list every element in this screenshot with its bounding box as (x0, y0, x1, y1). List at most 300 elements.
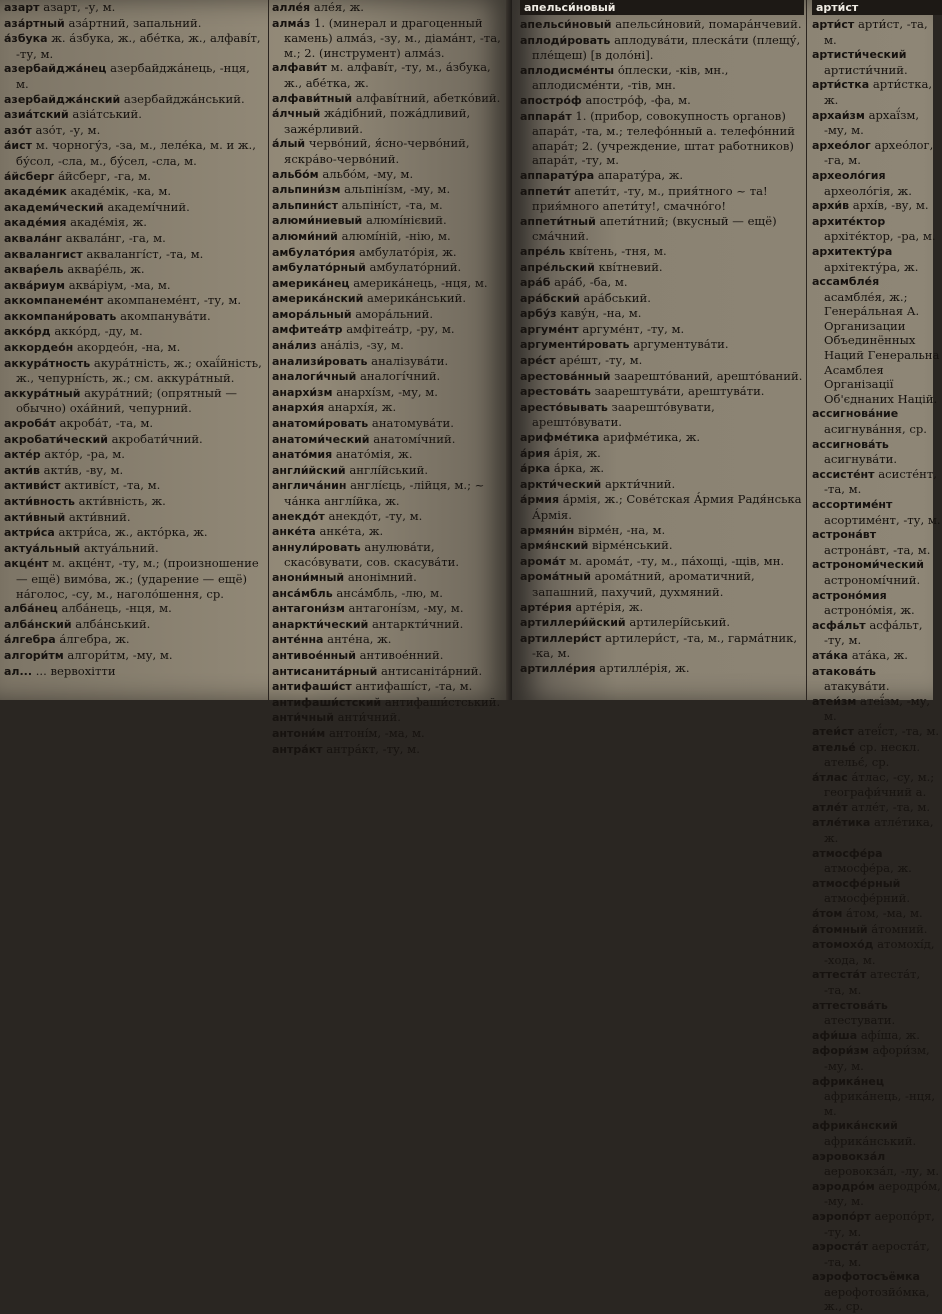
translation: акура́тний; (опрятный — обычно) оха́йний, чепурний. (16, 385, 237, 416)
dictionary-entry (4, 664, 266, 680)
dictionary-entry (272, 106, 504, 136)
dictionary-entry (4, 215, 266, 231)
translation: каву́н, -на, м. (560, 306, 642, 321)
dictionary-entry (4, 309, 266, 325)
dictionary-entry (812, 274, 942, 406)
dictionary-entry (4, 617, 266, 633)
dictionary-entry (520, 538, 804, 554)
dictionary-entry (520, 63, 804, 93)
dictionary-entry (812, 198, 942, 214)
headword: арбу́з (520, 307, 557, 321)
translation: азербайджа́нський. (123, 91, 245, 106)
translation: м. акце́нт, -ту, м.; (произношение — ещё) вимо́ва, ж.; (ударение — ещё) на́голос, -су, м., наголо́шення, ср. (16, 556, 259, 601)
headword: азиа́тский (4, 108, 69, 122)
headword: арестова́нный (520, 369, 611, 383)
headword: атомохо́д (812, 938, 874, 952)
dictionary-entry (812, 47, 942, 77)
headword: астрона́вт (812, 528, 877, 542)
dictionary-entry (272, 167, 504, 183)
dictionary-entry (520, 322, 804, 338)
headword: ата́ка (812, 648, 849, 662)
headword: амбулато́рия (272, 245, 356, 259)
dictionary-entry (272, 198, 504, 214)
headword: аэрофотосъёмка (812, 1270, 920, 1284)
dictionary-entry (272, 540, 504, 570)
translation: атмосфе́ра, ж. (824, 861, 912, 876)
dictionary-entry (520, 523, 804, 539)
left-page (0, 0, 512, 756)
translation: анонімний. (347, 569, 417, 584)
dictionary-entry (520, 661, 804, 677)
headword: акти́в (4, 463, 40, 477)
headword: аэродро́м (812, 1179, 875, 1193)
dictionary-entry (4, 231, 266, 247)
headword: ара́б (520, 276, 551, 290)
translation: амфітеа́тр, -ру, м. (346, 322, 455, 337)
headword: аппара́т (520, 109, 572, 123)
headword: анаркти́ческий (272, 617, 369, 631)
headword: алба́нский (4, 617, 72, 631)
translation: атеї́ст, -та, м. (857, 723, 940, 738)
translation: акаде́мія, ж. (70, 215, 147, 230)
dictionary-entry (812, 527, 942, 557)
translation: апети́тний; (вкусный — ещё) сма́чний. (532, 213, 777, 244)
translation: акти́в, -ву, м. (43, 462, 124, 477)
headword: анато́мия (272, 448, 333, 462)
translation: анархі́зм, -му, м. (336, 384, 438, 399)
dictionary-entry (272, 136, 504, 166)
dictionary-entry (812, 77, 942, 107)
translation: асисте́нт, -та, м. (824, 466, 937, 497)
headword: аквалангист (4, 247, 83, 261)
headword: а́йсберг (4, 169, 55, 183)
dictionary-entry (4, 340, 266, 356)
headword: ара́бский (520, 291, 580, 305)
translation: алюмі́нієвий. (365, 213, 447, 228)
headword: атмосфе́ра (812, 846, 883, 860)
headword: аккура́тный (4, 386, 81, 400)
headword: акаде́мия (4, 216, 67, 230)
headword: азо́т (4, 123, 32, 137)
dictionary-entry (812, 846, 942, 876)
headword: апельси́новый (520, 18, 612, 31)
translation: ср. нескл. ательє́, ср. (824, 739, 921, 770)
translation: анато́мія, ж. (335, 447, 413, 462)
headword: афори́зм (812, 1044, 869, 1058)
translation: а́рмія, ж.; Сове́тская А́рмия Радя́нська А́рмія. (532, 492, 802, 522)
dictionary-entry (520, 430, 804, 446)
headword: атле́т (812, 800, 848, 814)
translation: апети́т, -ту, м., прия́тного ~ та! прия́много апети́ту!, смачно́го! (532, 183, 768, 214)
headword: антифаши́ст (272, 680, 352, 694)
dictionary-entry (272, 260, 504, 276)
headword: англи́йский (272, 463, 346, 477)
translation: акордео́н, -на, м. (76, 340, 181, 355)
headword: аппарату́ра (520, 168, 595, 182)
headword: а́лгебра (4, 633, 56, 647)
headword: армя́нский (520, 539, 589, 553)
translation: аналогі́чний. (360, 369, 441, 384)
translation: алфаві́тний, абетко́вий. (355, 90, 501, 105)
dictionary-entry (272, 245, 504, 261)
translation: а́томний. (871, 921, 928, 936)
translation: амбулато́рний. (369, 260, 462, 275)
translation: архаї́зм, -му, м. (824, 107, 920, 138)
dictionary-entry (272, 509, 504, 525)
translation: заарештува́ти, арештува́ти. (594, 384, 765, 399)
dictionary-entry (520, 214, 804, 244)
translation: азо́т, -у, м. (35, 122, 101, 137)
running-head-left: апельси́новый (520, 0, 804, 15)
dictionary-entry (812, 770, 942, 800)
translation: алюмі́ній, -нію, м. (341, 228, 451, 243)
translation: акробати́чний. (111, 431, 203, 446)
dictionary-entry (4, 138, 266, 168)
translation: англі́йський. (349, 462, 429, 477)
translation: о́плески, -ків, мн., аплодисме́нти, -тів, мн. (532, 62, 729, 93)
headword: акце́нт (4, 557, 49, 571)
headword: а́збука (4, 32, 48, 46)
headword: аквар́ель (4, 263, 64, 277)
translation: а́рка, ж. (553, 461, 605, 476)
dictionary-entry (272, 182, 504, 198)
dictionary-entry (520, 400, 804, 430)
dictionary-entry (272, 385, 504, 401)
headword: азербайджа́нец (4, 62, 107, 76)
headword: актуа́льный (4, 541, 81, 555)
dictionary-entry (4, 92, 266, 108)
translation: аре́шт, -ту, м. (559, 353, 643, 368)
translation: альбо́м, -му, м. (322, 166, 414, 181)
headword: апостро́ф (520, 93, 582, 107)
headword: апре́ль (520, 244, 566, 258)
translation: атле́тика, ж. (824, 815, 934, 846)
translation: алба́нець, -нця, м. (61, 601, 172, 616)
headword: аре́ст (520, 354, 556, 368)
dictionary-entry (812, 1043, 942, 1073)
translation: а́том, -ма, м. (846, 906, 923, 921)
translation: америка́нець, -нця, м. (353, 275, 488, 290)
dictionary-entry (272, 478, 504, 508)
dictionary-entry (520, 306, 804, 322)
headword: а́рка (520, 462, 551, 476)
translation: але́я, ж. (313, 0, 364, 14)
translation: архі́в, -ву, м. (852, 198, 929, 213)
headword: акте́р (4, 448, 41, 462)
translation: ата́ка, ж. (851, 647, 908, 662)
translation: 1. (минерал и драгоценный камень) алма́з, -зу, м., діама́нт, -та, м.; 2. (инструмент) алма́з. (284, 15, 501, 60)
headword: америка́нец (272, 276, 350, 290)
dictionary-entry (812, 998, 942, 1028)
headword: антагони́зм (272, 602, 345, 616)
translation: артилери́ст, -та, м., гарма́тник, -ка, м. (532, 630, 798, 661)
headword: анти́чный (272, 711, 334, 725)
translation: асигнува́ти. (824, 452, 898, 467)
translation: 1. (прибор, совокупность органов) апара́т, -та, м.; телефо́нный а. телефо́нний апара́т; 2. (учреждение, штат работников) апара́т, -ту, м. (532, 108, 795, 168)
translation: акти́вність, ж. (78, 494, 166, 508)
dictionary-entry (272, 632, 504, 648)
headword: акко́рд (4, 325, 51, 339)
dictionary-entry (812, 800, 942, 816)
headword: анса́мбль (272, 586, 333, 600)
dictionary-entry (272, 710, 504, 726)
headword: активи́ст (4, 479, 61, 493)
translation: аналізува́ти. (371, 353, 449, 368)
dictionary-entry (272, 648, 504, 664)
right-column-1 (520, 0, 804, 677)
headword: аза́ртный (4, 16, 65, 30)
left-column-1 (4, 0, 266, 679)
dictionary-entry (812, 967, 942, 997)
headword: арифме́тика (520, 431, 600, 445)
translation: атмосфе́рний. (824, 891, 911, 906)
translation: артилле́рія, ж. (599, 660, 690, 675)
translation: архіте́ктор, -ра, м. (824, 229, 936, 244)
translation: вірме́н, -на, м. (577, 522, 666, 537)
headword: атакова́ть (812, 664, 876, 678)
translation: арти́стка, ж. (824, 77, 933, 107)
headword: аэропо́рт (812, 1209, 871, 1223)
headword: архитекту́ра (812, 244, 893, 258)
translation: ана́ліз, -зу, м. (320, 338, 404, 353)
dictionary-entry (812, 1209, 942, 1239)
headword: ал... (4, 664, 33, 678)
translation: м. чорногу́з, -за, м., леле́ка, м. и ж., бу́сол, -сла, м., бу́сел, -сла, м. (16, 138, 256, 168)
headword: архео́лог (812, 138, 871, 152)
dictionary-entry (4, 356, 266, 386)
translation: атле́т, -та, м. (851, 799, 931, 814)
headword: антифаши́стский (272, 695, 382, 709)
dictionary-entry (272, 664, 504, 680)
headword: актри́са (4, 526, 55, 540)
dictionary-entry (812, 108, 942, 138)
dictionary-entry (520, 244, 804, 260)
headword: аккомпанеме́нт (4, 294, 104, 308)
running-head-right: арти́ст (812, 0, 942, 15)
translation: анекдо́т, -ту, м. (328, 508, 423, 523)
dictionary-entry (520, 492, 804, 522)
headword: анте́нна (272, 633, 324, 647)
dictionary-entry (4, 0, 266, 16)
headword: антра́кт (272, 742, 323, 756)
headword: аналоги́чный (272, 370, 357, 384)
dictionary-entry (812, 694, 942, 724)
left-column-2 (272, 0, 504, 757)
headword: арома́т (520, 554, 566, 568)
translation: апельси́новий, помара́нчевий. (615, 17, 802, 31)
dictionary-entry (812, 467, 942, 497)
headword: аквала́нг (4, 231, 63, 245)
translation: асамбле́я, ж.; Генера́льная А. Организации Объединённых Наций Генеральна Асамблея Організації Об'єднаних Націй. (824, 289, 940, 406)
headword: археоло́гия (812, 168, 886, 182)
translation: активі́ст, -та, м. (64, 478, 161, 493)
headword: аккомпани́ровать (4, 309, 117, 323)
translation: а́тлас, -су, м.; географи́чний а. (824, 769, 935, 800)
headword: ассигнова́ние (812, 407, 899, 421)
headword: акти́вность (4, 495, 75, 508)
dictionary-entry (812, 1179, 942, 1209)
translation: актри́са, ж., акто́рка, ж. (58, 525, 208, 540)
headword: аркти́ческий (520, 477, 602, 491)
dictionary-entry (4, 247, 266, 263)
translation: альпіні́ст, -та, м. (341, 197, 443, 212)
headword: алба́нец (4, 602, 58, 616)
headword: аргуме́нт (520, 322, 579, 336)
dictionary-entry (272, 338, 504, 354)
headword: аэроста́т (812, 1240, 869, 1254)
headword: анони́мный (272, 570, 345, 584)
translation: акти́вний. (68, 509, 131, 524)
headword: архи́в (812, 199, 850, 213)
translation: академі́чний. (107, 199, 190, 214)
headword: ассортиме́нт (812, 498, 893, 511)
translation: заарешто́вувати, арешто́вувати. (532, 399, 715, 430)
headword: аккордео́н (4, 341, 74, 355)
dictionary-entry (4, 416, 266, 432)
dictionary-entry (272, 322, 504, 338)
headword: анекдо́т (272, 509, 325, 523)
translation: атеї́зм, -му, м. (824, 693, 931, 724)
headword: антони́м (272, 726, 326, 740)
headword: арестова́ть (520, 385, 591, 399)
translation: черво́ний, я́сно-черво́ний, яскра́во-черво́ний. (284, 136, 470, 166)
dictionary-entry (4, 324, 266, 340)
headword: а́том (812, 907, 843, 921)
headword: африка́нский (812, 1119, 898, 1133)
dictionary-entry (272, 400, 504, 416)
dictionary-entry (272, 229, 504, 245)
dictionary-entry (4, 541, 266, 557)
dictionary-entry (272, 416, 504, 432)
dictionary-entry (4, 123, 266, 139)
dictionary-entry (520, 93, 804, 109)
headword: алюми́ниевый (272, 214, 363, 228)
headword: анатоми́ровать (272, 417, 369, 431)
dictionary-entry (812, 214, 942, 244)
headword: ассамбле́я (812, 275, 880, 289)
translation: асортиме́нт, -ту, м. (824, 512, 941, 527)
translation: а́йсберг, -га, м. (58, 168, 151, 183)
headword: академи́ческий (4, 200, 104, 214)
dictionary-entry (4, 278, 266, 294)
headword: а́рмия (520, 493, 560, 507)
headword: алле́я (272, 1, 311, 14)
headword: а́лчный (272, 107, 321, 121)
translation: атакува́ти. (824, 679, 890, 694)
dictionary-entry (272, 276, 504, 292)
dictionary-entry (812, 557, 942, 587)
dictionary-entry (812, 1118, 942, 1148)
headword: ассисте́нт (812, 467, 875, 481)
headword: алма́з (272, 16, 311, 30)
headword: артиллери́ст (520, 631, 602, 645)
translation: анархі́я, ж. (327, 400, 397, 415)
translation: аргументува́ти. (633, 337, 729, 352)
translation: а́рія, ж. (553, 445, 601, 460)
translation: амбулато́рія, ж. (359, 244, 457, 259)
translation: астрона́вт, -та, м. (824, 542, 931, 557)
translation: аеровокза́л, -лу, м. (824, 1164, 940, 1179)
dictionary-entry (520, 184, 804, 214)
column-rule (268, 0, 269, 700)
headword: а́тлас (812, 770, 848, 784)
translation: акаде́мік, -ка, м. (70, 184, 172, 199)
translation: арти́ст, -та, м. (824, 17, 928, 47)
dictionary-entry (812, 648, 942, 664)
headword: анатоми́ческий (272, 432, 370, 446)
headword: анализи́ровать (272, 354, 368, 368)
translation: архео́лог, -га, м. (824, 137, 934, 168)
translation: архітекту́ра, ж. (824, 259, 919, 274)
headword: атле́тика (812, 816, 871, 830)
headword: арти́ст (812, 18, 855, 31)
translation: а́лгебра, ж. (59, 632, 130, 647)
dictionary-entry (4, 169, 266, 185)
dictionary-entry (272, 16, 504, 61)
dictionary-entry (520, 446, 804, 462)
translation: антра́кт, -ту, м. (326, 741, 420, 756)
dictionary-entry (812, 588, 942, 618)
translation: антисаніта́рний. (380, 663, 483, 678)
translation: асигнува́ння, ср. (824, 422, 927, 437)
translation: археоло́гія, ж. (824, 183, 912, 198)
translation: кві́тневий. (598, 259, 663, 274)
translation: алгори́тм, -му, м. (67, 647, 173, 662)
dictionary-entry (520, 291, 804, 307)
headword: акробати́ческий (4, 432, 108, 446)
translation: аквала́нг, -га, м. (65, 230, 166, 245)
translation: антаркти́чний. (371, 616, 464, 631)
headword: африка́нец (812, 1074, 885, 1088)
translation: аркти́чний. (604, 476, 676, 491)
dictionary-entry (812, 17, 942, 47)
headword: ателье́ (812, 740, 856, 754)
dictionary-entry (272, 679, 504, 695)
dictionary-entry (272, 60, 504, 90)
headword: алгори́тм (4, 648, 64, 662)
dictionary-entry (4, 31, 266, 61)
headword: анархи́я (272, 401, 325, 415)
dictionary-entry (520, 600, 804, 616)
headword: аттеста́т (812, 968, 867, 982)
dictionary-entry (812, 406, 942, 436)
dictionary-entry (272, 369, 504, 385)
headword: амбулато́рный (272, 261, 366, 275)
translation: англі́єць, -лійця, м.; ~ ча́нка англі́йка, ж. (284, 478, 485, 508)
headword: англича́нин (272, 479, 347, 493)
translation: атестувати. (824, 1013, 896, 1028)
headword: арома́тный (520, 570, 591, 584)
translation: анатомува́ти. (371, 416, 454, 431)
headword: амора́льный (272, 307, 352, 321)
dictionary-entry (520, 17, 804, 33)
dictionary-entry (812, 815, 942, 845)
headword: аэровокза́л (812, 1149, 886, 1163)
headword: амфитеа́тр (272, 323, 343, 337)
dictionary-entry (520, 631, 804, 661)
translation: африка́нський. (824, 1133, 917, 1148)
dictionary-entry (812, 664, 942, 694)
right-page (512, 0, 941, 1314)
headword: армяни́н (520, 523, 575, 537)
dictionary-entry (812, 497, 942, 527)
dictionary-entry (272, 524, 504, 540)
dictionary-entry (812, 1028, 942, 1044)
translation: аплодува́ти, плеска́ти (плещу́, пле́щеш) [в доло́ні]. (532, 32, 801, 63)
headword: азербайджа́нский (4, 92, 121, 106)
headword: акаде́мик (4, 185, 67, 199)
translation: анке́та, ж. (319, 524, 384, 539)
